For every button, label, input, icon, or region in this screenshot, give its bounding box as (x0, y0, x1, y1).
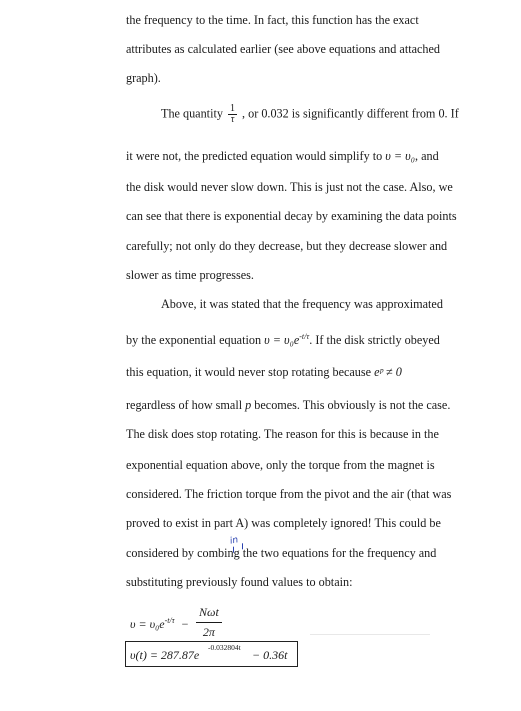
equation-fraction (196, 605, 222, 640)
quantity-prefix: The quantity (161, 106, 223, 121)
text-line-quantity (161, 104, 459, 125)
text-line: substituting previously found values to obtain: (126, 575, 353, 589)
text-line: proved to exist in part A) was completely ignored! This could be (126, 516, 441, 530)
text-line: the disk would never slow down. This is just not the case. Also, we (126, 180, 453, 194)
math-base: υ = υ₀e (264, 333, 300, 348)
math-p: p (245, 398, 252, 412)
text-line: The disk does stop rotating. The reason for this is because in the (126, 427, 439, 441)
text-line: carefully; not only do they decrease, but they decrease slower and (126, 239, 448, 253)
math-nu-equals-nu0: υ = υ₀ (385, 149, 416, 163)
boxed-equation-exponent: -0.032804t (208, 643, 241, 652)
equation-lhs (130, 617, 175, 631)
divider (310, 634, 430, 635)
boxed-final-equation (125, 641, 298, 667)
text-line (126, 399, 450, 411)
equation-exponent: -t/τ (164, 616, 175, 625)
line-text: . If the disk strictly obeyed (309, 333, 440, 348)
text-line: Above, it was stated that the frequency was approximated (161, 297, 443, 311)
text-line: can see that there is exponential decay by examining the data points (126, 209, 457, 223)
text-line: it were not, the predicted equation would simplify to υ = υ₀, and (126, 149, 439, 163)
equation-fraction-denominator: 2π (202, 625, 215, 639)
equation-lhs-text: υ = υ₀e (130, 617, 165, 631)
line-text: this equation, it would never stop rotating because (126, 365, 372, 379)
line-text: it were not, the predicted equation would simplify to (126, 149, 383, 163)
line-text: by the exponential equation (126, 333, 262, 348)
math-e-p-not-zero: eᵖ ≠ 0 (374, 365, 402, 379)
text-line: slower as time progresses. (126, 268, 254, 282)
boxed-equation-lhs: υ(t) = 287.87e (130, 648, 200, 662)
line-text: and (421, 149, 439, 163)
math-exponent: -t/τ (299, 332, 310, 341)
line-text: becomes. This obviously is not the case. (254, 398, 451, 412)
handwritten-correction: in (229, 535, 240, 547)
text-line: considered by combing the two equations for the frequency and (126, 546, 437, 560)
text-line: considered. The friction torque from the pivot and the air (that was (126, 487, 452, 501)
line-text: regardless of how small (126, 398, 243, 412)
fraction-denominator: τ (230, 114, 235, 125)
text-line: graph). (126, 71, 161, 85)
equation-fraction-numerator: Nωt (196, 605, 222, 623)
math-exponential-equation (264, 333, 309, 347)
text-line: exponential equation above, only the torque from the magnet is (126, 458, 435, 472)
equation-minus: − (181, 617, 189, 631)
fraction-numerator: 1 (229, 103, 235, 114)
one-over-tau-fraction (228, 104, 237, 125)
text-line (126, 366, 402, 378)
quantity-suffix: , or 0.032 is significantly different from 0. If (242, 106, 459, 121)
text-line (126, 333, 440, 346)
text-line: the frequency to the time. In fact, this function has the exact (126, 13, 419, 27)
text-line: attributes as calculated earlier (see above equations and attached (126, 42, 441, 56)
boxed-equation-rest: − 0.36t (252, 648, 288, 662)
